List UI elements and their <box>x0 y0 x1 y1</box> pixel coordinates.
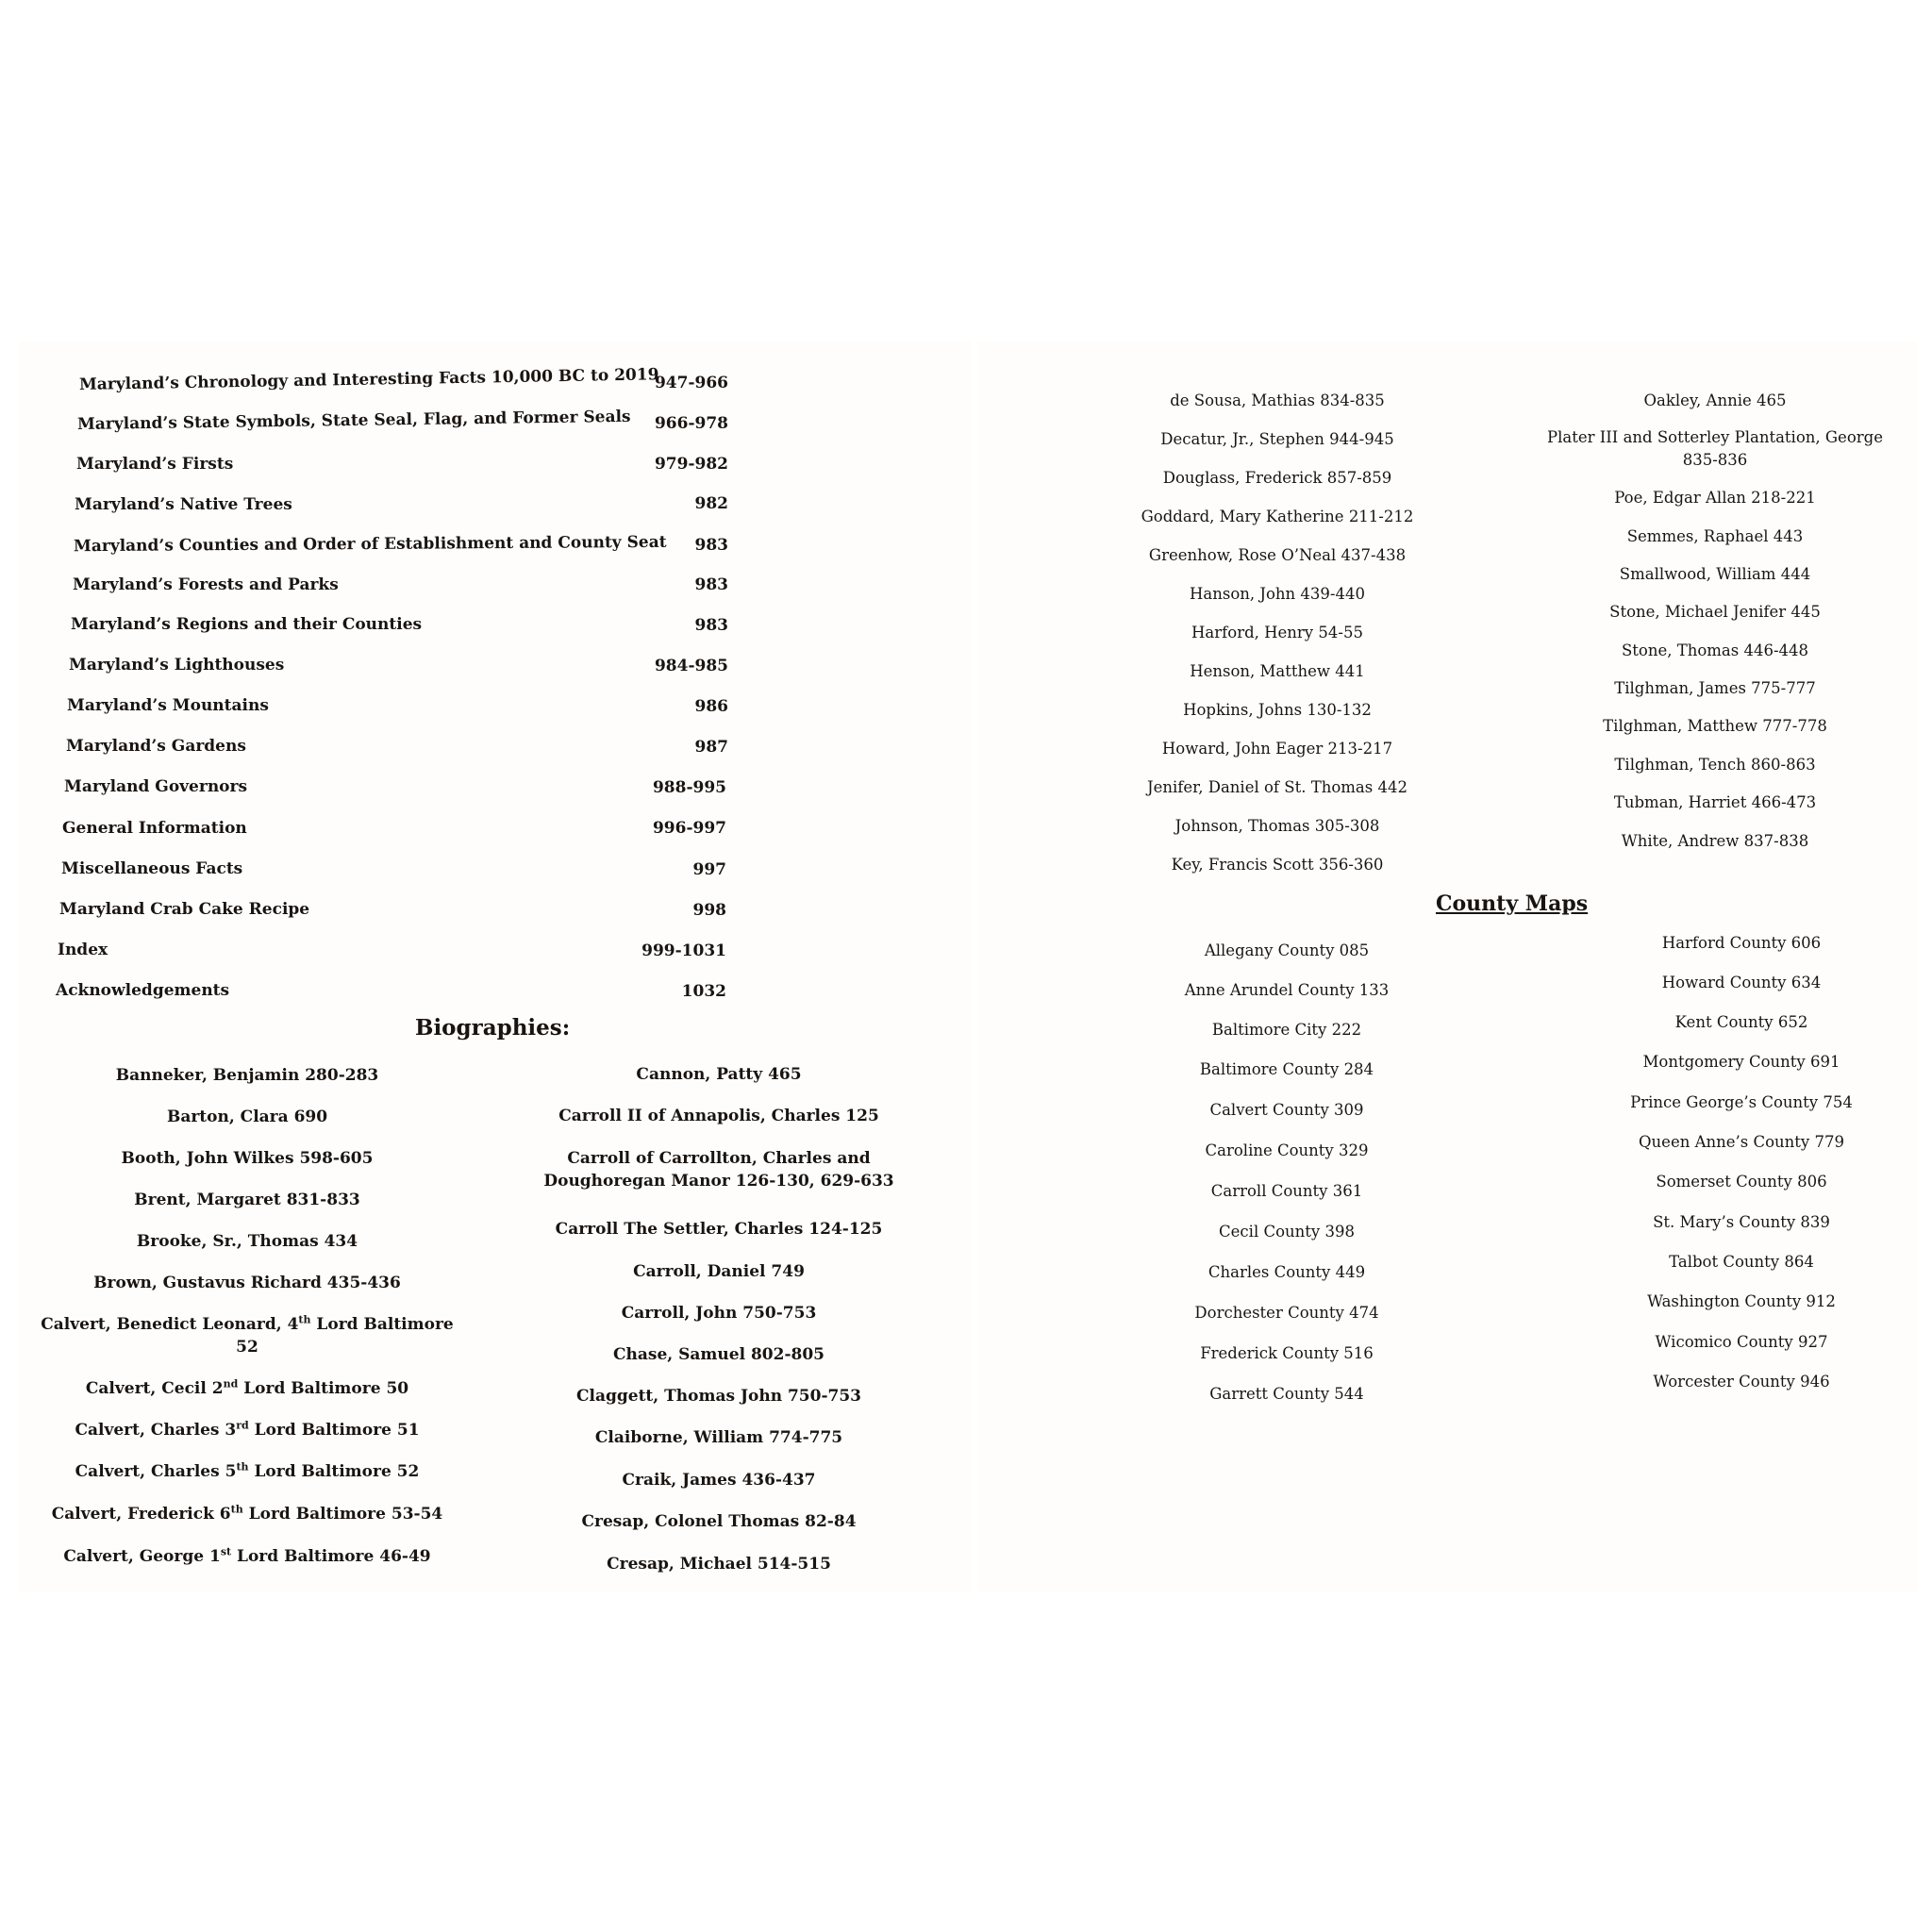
entry-text: Calvert, Charles 3 <box>75 1421 237 1440</box>
toc-entry-pages: 983 <box>694 616 728 635</box>
toc-entry-title: Maryland’s State Symbols, State Seal, Flag, and Former Seals <box>76 407 631 434</box>
toc-entry-title: Miscellaneous Facts <box>61 859 243 878</box>
list-item <box>75 1460 420 1483</box>
entry-text: Booth, John Wilkes 598-605 <box>121 1149 374 1168</box>
list-item <box>1190 660 1365 683</box>
toc-entry-title: Maryland’s Chronology and Interesting Facts 10,000 BC to 2019 <box>78 365 659 394</box>
entry-text: Calvert, Cecil 2 <box>85 1379 224 1398</box>
list-item <box>1147 776 1407 799</box>
toc-entry-title: General Information <box>62 819 247 838</box>
list-item: Queen Anne’s County 779 <box>1639 1133 1844 1151</box>
entry-text: Lord Baltimore 52 <box>248 1462 420 1481</box>
list-item: Talbot County 864 <box>1669 1253 1814 1271</box>
entry-text: Tilghman, Matthew 777-778 <box>1603 717 1827 735</box>
list-item <box>1614 677 1816 700</box>
list-item <box>607 1553 831 1575</box>
entry-text: Smallwood, William 444 <box>1619 565 1811 583</box>
county-maps-heading: County Maps <box>1436 891 1589 916</box>
list-item <box>1622 640 1808 662</box>
list-item: Montgomery County 691 <box>1642 1053 1840 1071</box>
list-item <box>558 1105 879 1127</box>
list-item <box>1170 390 1385 412</box>
entry-text-line2: 52 <box>236 1338 258 1357</box>
toc-entry-pages: 987 <box>694 738 728 757</box>
list-item: Dorchester County 474 <box>1194 1304 1379 1322</box>
list-item <box>63 1545 430 1568</box>
list-item <box>1163 467 1392 490</box>
entry-text: Poe, Edgar Allan 218-221 <box>1614 489 1816 507</box>
entry-text: White, Andrew 837-838 <box>1621 832 1809 850</box>
entry-text: Hanson, John 439-440 <box>1190 585 1365 603</box>
list-item: Washington County 912 <box>1647 1292 1836 1310</box>
entry-text: Lord Baltimore 53-54 <box>242 1505 443 1524</box>
entry-text: Carroll II of Annapolis, Charles 125 <box>558 1107 879 1125</box>
entry-text: Carroll, John 750-753 <box>621 1304 817 1323</box>
entry-text: Carroll The Settler, Charles 124-125 <box>555 1220 883 1239</box>
toc-entry-pages: 997 <box>692 860 726 879</box>
list-item <box>623 1469 816 1491</box>
list-item <box>1644 390 1787 412</box>
toc-entry-title: Acknowledgements <box>56 981 230 1000</box>
list-item: Calvert County 309 <box>1209 1101 1364 1119</box>
list-item <box>1603 715 1827 738</box>
list-item <box>1172 854 1384 876</box>
list-item <box>1160 428 1393 451</box>
toc-entry-pages: 999-1031 <box>641 941 726 960</box>
toc-entry-title: Maryland’s Lighthouses <box>69 656 285 675</box>
list-item: Prince George’s County 754 <box>1630 1093 1853 1111</box>
entry-text: Henson, Matthew 441 <box>1190 662 1365 680</box>
list-item <box>622 1302 817 1324</box>
toc-entry-title: Maryland Governors <box>64 777 248 796</box>
toc-entry-pages: 998 <box>692 901 726 920</box>
toc-entry-title: Maryland’s Forests and Parks <box>73 575 339 594</box>
list-item <box>1149 544 1406 567</box>
toc-entry-pages: 996-997 <box>652 819 726 838</box>
ordinal-suffix: st <box>220 1545 232 1558</box>
toc-entry-pages: 966-978 <box>654 414 728 433</box>
entry-text: Stone, Thomas 446-448 <box>1621 641 1809 659</box>
toc-entry-pages: 988-995 <box>652 778 726 797</box>
toc-entry-pages: 982 <box>694 494 728 513</box>
entry-text: Decatur, Jr., Stephen 944-945 <box>1160 430 1394 448</box>
list-item <box>595 1426 842 1449</box>
list-item: Anne Arundel County 133 <box>1184 981 1390 999</box>
list-item <box>52 1503 443 1525</box>
toc-entry-title: Maryland’s Gardens <box>66 737 246 756</box>
ordinal-suffix: rd <box>236 1419 249 1432</box>
list-item <box>93 1272 401 1294</box>
list-item <box>1190 583 1365 606</box>
entry-text: Brown, Gustavus Richard 435-436 <box>93 1274 401 1292</box>
toc-entry-pages: 983 <box>694 536 728 555</box>
entry-text: Banneker, Benjamin 280-283 <box>115 1066 379 1085</box>
entry-text: Calvert, Frederick 6 <box>51 1505 231 1524</box>
toc-entry-pages: 979-982 <box>654 455 728 474</box>
list-item: Garrett County 544 <box>1209 1385 1364 1403</box>
list-item: Worcester County 946 <box>1653 1373 1830 1391</box>
entry-text: Plater III and Sotterley Plantation, George <box>1547 428 1883 446</box>
entry-text: Lord Baltimore <box>310 1315 454 1334</box>
toc-entry-pages: 1032 <box>681 982 726 1001</box>
list-item <box>137 1230 358 1253</box>
entry-text: Tubman, Harriet 466-473 <box>1613 793 1817 811</box>
list-item <box>167 1106 327 1128</box>
list-item: Baltimore County 284 <box>1199 1060 1374 1078</box>
entry-text: Barton, Clara 690 <box>166 1108 328 1126</box>
toc-entry-title: Maryland Crab Cake Recipe <box>59 900 310 919</box>
entry-text: Tilghman, Tench 860-863 <box>1614 756 1816 774</box>
entry-text: Calvert, George 1 <box>63 1547 221 1566</box>
list-item: Charles County 449 <box>1208 1263 1366 1281</box>
list-item: Baltimore City 222 <box>1211 1021 1362 1039</box>
list-item <box>1191 622 1363 644</box>
entry-text: Brent, Margaret 831-833 <box>134 1191 360 1209</box>
list-item <box>134 1189 359 1211</box>
entry-text-line2: 835-836 <box>1682 451 1748 469</box>
ordinal-suffix: nd <box>223 1377 239 1391</box>
list-item: Carroll County 361 <box>1210 1182 1363 1200</box>
entry-text: Cresap, Michael 514-515 <box>607 1555 831 1574</box>
toc-entry-pages: 947-966 <box>654 374 728 392</box>
list-item <box>41 1313 454 1358</box>
list-item <box>543 1147 893 1192</box>
entry-text: Howard, John Eager 213-217 <box>1161 740 1393 758</box>
entry-text: Semmes, Raphael 443 <box>1626 527 1804 545</box>
entry-text: Stone, Michael Jenifer 445 <box>1609 603 1821 621</box>
list-item: Frederick County 516 <box>1200 1344 1374 1362</box>
entry-text: de Sousa, Mathias 834-835 <box>1170 391 1385 409</box>
list-item: Wicomico County 927 <box>1655 1333 1828 1351</box>
entry-text: Lord Baltimore 51 <box>248 1421 420 1440</box>
entry-text: Lord Baltimore 50 <box>238 1379 409 1398</box>
entry-text: Douglass, Frederick 857-859 <box>1162 469 1392 487</box>
entry-text: Cannon, Patty 465 <box>636 1065 802 1084</box>
entry-text: Goddard, Mary Katherine 211-212 <box>1141 508 1414 525</box>
toc-entry-title: Maryland’s Counties and Order of Establishment and County Seat <box>73 532 667 557</box>
entry-text: Harford, Henry 54-55 <box>1191 624 1363 641</box>
list-item <box>75 1419 419 1441</box>
entry-text: Calvert, Charles 5 <box>75 1462 237 1481</box>
entry-text: Carroll of Carrollton, Charles and <box>567 1149 871 1168</box>
list-item: Kent County 652 <box>1674 1013 1808 1031</box>
ordinal-suffix: th <box>236 1460 249 1474</box>
entry-text: Lord Baltimore 46-49 <box>231 1547 431 1566</box>
entry-text: Claiborne, William 774-775 <box>594 1428 843 1447</box>
toc-entry-pages: 986 <box>694 697 728 716</box>
toc-entry-pages: 984-985 <box>654 657 728 675</box>
list-item <box>1627 525 1804 548</box>
list-item: Howard County 634 <box>1661 974 1822 991</box>
list-item <box>1175 815 1380 838</box>
list-item <box>633 1260 805 1283</box>
toc-entry-title: Maryland’s Firsts <box>76 455 234 474</box>
entry-text: Calvert, Benedict Leonard, 4 <box>41 1315 299 1334</box>
ordinal-suffix: th <box>298 1313 311 1326</box>
entry-text: Tilghman, James 775-777 <box>1614 679 1816 697</box>
list-item: Somerset County 806 <box>1656 1173 1827 1191</box>
toc-entry-title: Maryland’s Mountains <box>67 696 269 715</box>
list-item <box>1614 487 1816 509</box>
list-item <box>1547 426 1883 472</box>
list-item <box>1609 601 1821 624</box>
toc-entry-title: Maryland’s Regions and their Counties <box>71 615 423 634</box>
list-item <box>581 1510 856 1533</box>
list-item <box>1614 791 1816 814</box>
entry-text: Greenhow, Rose O’Neal 437-438 <box>1148 546 1407 564</box>
entry-text: Carroll, Daniel 749 <box>633 1262 805 1281</box>
list-item <box>1162 738 1392 760</box>
list-item: St. Mary’s County 839 <box>1653 1213 1830 1231</box>
list-item <box>613 1343 824 1366</box>
list-item <box>636 1063 801 1086</box>
list-item <box>576 1385 861 1407</box>
biographies-heading: Biographies: <box>415 1015 571 1041</box>
list-item: Allegany County 085 <box>1204 941 1370 959</box>
entry-text: Key, Francis Scott 356-360 <box>1171 856 1384 874</box>
list-item <box>556 1218 883 1241</box>
entry-text: Chase, Samuel 802-805 <box>613 1345 824 1364</box>
entry-text: Claggett, Thomas John 750-753 <box>575 1387 862 1406</box>
list-item <box>1620 563 1810 586</box>
list-item <box>1183 699 1372 722</box>
list-item <box>1141 506 1414 528</box>
entry-text: Oakley, Annie 465 <box>1643 391 1787 409</box>
list-item: Cecil County 398 <box>1219 1223 1355 1241</box>
entry-text: Cresap, Colonel Thomas 82-84 <box>581 1512 857 1531</box>
toc-entry-title: Maryland’s Native Trees <box>75 495 292 514</box>
ordinal-suffix: th <box>230 1503 243 1516</box>
list-item <box>86 1377 408 1400</box>
list-item <box>122 1147 374 1170</box>
entry-text: Johnson, Thomas 305-308 <box>1174 817 1380 835</box>
toc-entry-pages: 983 <box>694 575 728 594</box>
list-item <box>1614 754 1815 776</box>
entry-text: Craik, James 436-437 <box>622 1471 816 1490</box>
entry-text: Jenifer, Daniel of St. Thomas 442 <box>1147 778 1407 796</box>
entry-text-line2: Doughoregan Manor 126-130, 629-633 <box>543 1172 894 1191</box>
entry-text: Hopkins, Johns 130-132 <box>1183 701 1372 719</box>
list-item: Caroline County 329 <box>1205 1141 1369 1159</box>
entry-text: Brooke, Sr., Thomas 434 <box>136 1232 358 1251</box>
list-item: Harford County 606 <box>1661 934 1822 952</box>
list-item <box>1622 830 1808 853</box>
list-item <box>116 1064 379 1087</box>
toc-entry-title: Index <box>58 941 108 959</box>
